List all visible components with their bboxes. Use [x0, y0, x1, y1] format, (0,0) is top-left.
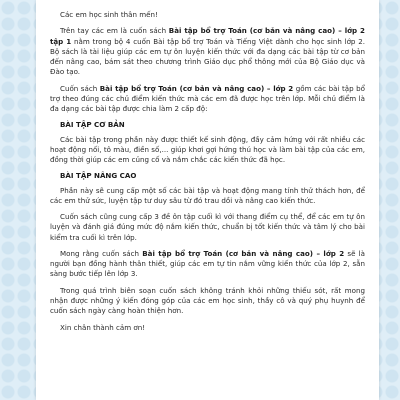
paragraph-5: Cuốn sách cũng cung cấp 3 đề ôn tập cuối kì với thang điểm cụ thể, để các em tự ôn luyện và đánh giá đúng mức độ nắm kiến thức, chuẩn bị tốt kiến thức và tâm lý cho bài kiểm tra cuối kì trên lớp. [50, 212, 365, 242]
preface-text [36, 0, 379, 333]
paragraph-1: Trên tay các em là cuốn sách Bài tập bổ trợ Toán (cơ bản và nâng cao) – lớp 2 tập 1 nằm trong bộ 4 cuốn Bài tập bổ trợ Toán và Tiếng Việt dành cho học sinh lớp 2. Bộ sách là tài liệu giúp các em tự ôn luyện kiến thức với đa dạng các bài tập từ cơ bản đến nâng cao, bám sát theo chương trình Giáo dục phổ thông mới của Bộ Giáo dục và Đào tạo. [50, 26, 365, 77]
book-title: Bài tập bổ trợ Toán (cơ bản và nâng cao) – lớp 2 [142, 248, 345, 258]
paragraph-6: Mong rằng cuốn sách Bài tập bổ trợ Toán (cơ bản và nâng cao) – lớp 2 sẽ là người bạn đồng hành thân thiết, giúp các em tự tin nắm vững kiến thức của lớp 2, sẵn sàng bước tiếp lên lớp 3. [50, 248, 365, 279]
paragraph-2: Cuốn sách Bài tập bổ trợ Toán (cơ bản và nâng cao) – lớp 2 gồm các bài tập bổ trợ theo đúng các chủ điểm kiến thức mà các em đã được học trên lớp. Mỗi chủ điểm là đa dạng các bài tập được chia làm 2 cấp độ: [50, 83, 365, 113]
greeting: Các em học sinh thân mến! [60, 10, 158, 19]
book-title: Bài tập bổ trợ Toán (cơ bản và nâng cao) – lớp 2 [99, 83, 294, 93]
closing: Xin chân thành cảm ơn! [60, 322, 146, 332]
paragraph-7: Trong quá trình biên soạn cuốn sách không tránh khỏi những thiếu sót, rất mong nhận được những ý kiến đóng góp của các em học sinh, thầy cô và quý phụ huynh để cuốn sách ngày càng hoàn thiện hơn. [50, 285, 365, 316]
heading-basic-exercises: BÀI TẬP CƠ BẢN [60, 120, 125, 130]
book-page [36, 0, 379, 400]
book-title: Bài tập bổ trợ Toán (cơ bản và nâng cao) – lớp 2 tập 1 [50, 26, 365, 46]
paragraph-3: Các bài tập trong phần này được thiết kế sinh động, đầy cảm hứng với rất nhiều các hoạt động nối, tô màu, điền số,... giúp khơi gợi hứng thú học và làm bài tập của các em, đồng thời giúp các em củng cố và nắm chắc các kiến thức đã học. [50, 134, 365, 164]
paragraph-4: Phần này sẽ cung cấp một số các bài tập và hoạt động mang tính thử thách hơn, để các em thử sức, luyện tập tư duy sâu từ đó trau dồi và nâng cao kiến thức. [50, 185, 365, 205]
heading-advanced-exercises: BÀI TẬP NÂNG CAO [60, 171, 137, 181]
